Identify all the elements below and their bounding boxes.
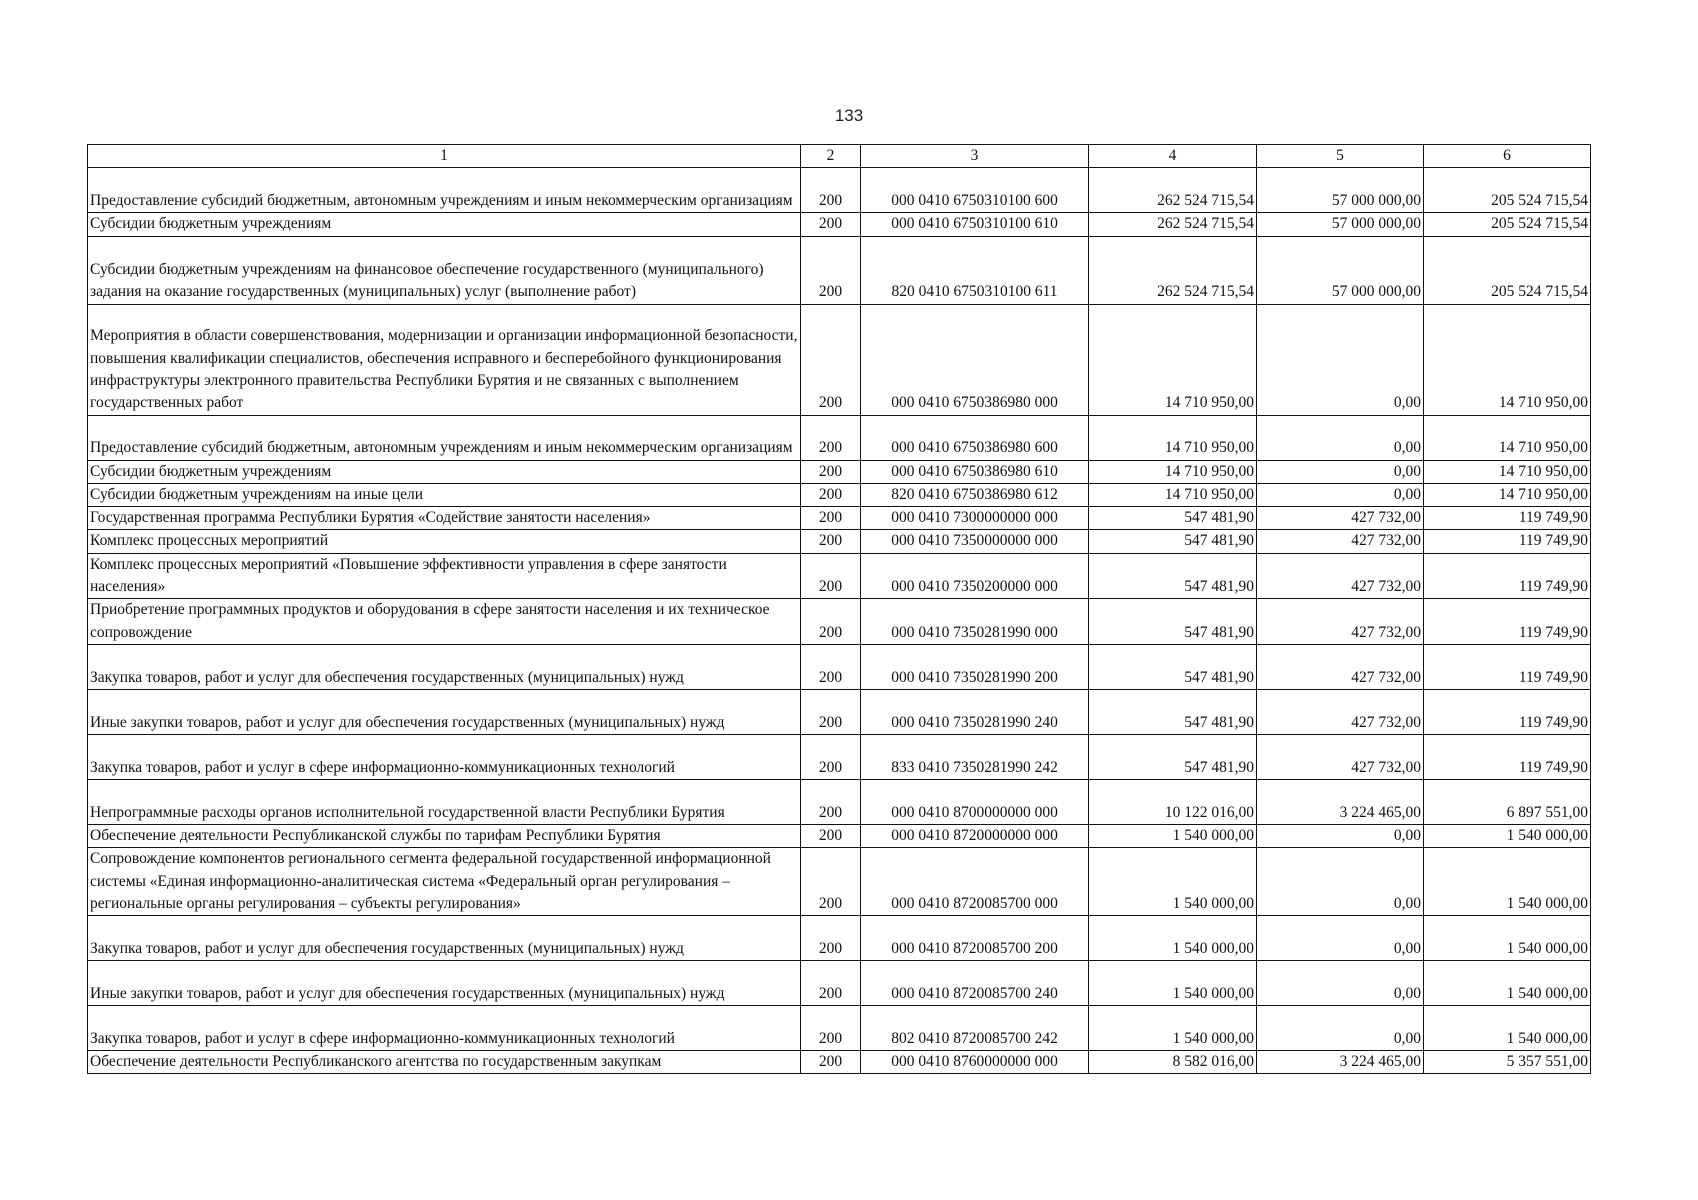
- row-name-cell: Субсидии бюджетным учреждениям: [88, 213, 801, 236]
- row-name-cell: Комплекс процессных мероприятий: [88, 530, 801, 553]
- row-amount-col4-cell: 1 540 000,00: [1089, 961, 1257, 1006]
- row-name-cell: Закупка товаров, работ и услуг для обеспечения государственных (муниципальных) нужд: [88, 644, 801, 689]
- row-admin-code-cell: 200: [801, 824, 861, 847]
- row-classification-code-cell: 000 0410 7350000000 000: [861, 530, 1089, 553]
- table-row: [88, 415, 1591, 460]
- row-amount-col5-cell: 427 732,00: [1257, 644, 1424, 689]
- row-admin-code-cell: 200: [801, 599, 861, 645]
- row-amount-col5-cell: 0,00: [1257, 460, 1424, 483]
- row-classification-code-cell: 000 0410 6750310100 610: [861, 213, 1089, 236]
- row-name-cell: Сопровождение компонентов регионального сегмента федеральной государственной информационной системы «Единая информационно-аналитическая система «Федеральный орган регулирования – региональные органы регулирования – субъекты регулирования»: [88, 848, 801, 916]
- row-amount-col4-cell: 8 582 016,00: [1089, 1051, 1257, 1074]
- table-row: [88, 213, 1591, 236]
- row-admin-code-cell: 200: [801, 168, 861, 213]
- row-admin-code-cell: 200: [801, 689, 861, 734]
- row-amount-col5-cell: 427 732,00: [1257, 599, 1424, 645]
- table-body: [88, 168, 1591, 1074]
- row-classification-code-cell: 820 0410 6750310100 611: [861, 236, 1089, 304]
- table-row: [88, 689, 1591, 734]
- row-classification-code-cell: 000 0410 6750310100 600: [861, 168, 1089, 213]
- row-classification-code-cell: 000 0410 7350281990 200: [861, 644, 1089, 689]
- row-amount-col4-cell: 547 481,90: [1089, 530, 1257, 553]
- row-admin-code-cell: 200: [801, 530, 861, 553]
- row-amount-col5-cell: 427 732,00: [1257, 689, 1424, 734]
- table-row: [88, 304, 1591, 415]
- row-amount-col6-cell: 205 524 715,54: [1424, 236, 1591, 304]
- row-classification-code-cell: 000 0410 6750386980 610: [861, 460, 1089, 483]
- row-name-cell: Иные закупки товаров, работ и услуг для обеспечения государственных (муниципальных) нужд: [88, 689, 801, 734]
- row-admin-code-cell: 200: [801, 961, 861, 1006]
- row-amount-col6-cell: 14 710 950,00: [1424, 304, 1591, 415]
- row-amount-col6-cell: 205 524 715,54: [1424, 168, 1591, 213]
- row-amount-col5-cell: 3 224 465,00: [1257, 779, 1424, 824]
- row-amount-col4-cell: 1 540 000,00: [1089, 824, 1257, 847]
- row-amount-col4-cell: 547 481,90: [1089, 689, 1257, 734]
- row-classification-code-cell: 000 0410 7350281990 000: [861, 599, 1089, 645]
- row-classification-code-cell: 802 0410 8720085700 242: [861, 1006, 1089, 1051]
- row-amount-col6-cell: 14 710 950,00: [1424, 415, 1591, 460]
- row-amount-col6-cell: 6 897 551,00: [1424, 779, 1591, 824]
- table-row: [88, 507, 1591, 530]
- table-row: [88, 168, 1591, 213]
- row-amount-col5-cell: 427 732,00: [1257, 530, 1424, 553]
- row-amount-col5-cell: 0,00: [1257, 415, 1424, 460]
- row-amount-col5-cell: 57 000 000,00: [1257, 236, 1424, 304]
- row-name-cell: Закупка товаров, работ и услуг в сфере информационно-коммуникационных технологий: [88, 734, 801, 779]
- row-amount-col5-cell: 0,00: [1257, 848, 1424, 916]
- row-name-cell: Субсидии бюджетным учреждениям на финансовое обеспечение государственного (муниципального) задания на оказание государственных (муниципальных) услуг (выполнение работ): [88, 236, 801, 304]
- table-row: [88, 916, 1591, 961]
- row-amount-col6-cell: 1 540 000,00: [1424, 848, 1591, 916]
- row-classification-code-cell: 000 0410 6750386980 600: [861, 415, 1089, 460]
- row-amount-col6-cell: 14 710 950,00: [1424, 460, 1591, 483]
- row-amount-col4-cell: 547 481,90: [1089, 553, 1257, 599]
- row-classification-code-cell: 000 0410 8700000000 000: [861, 779, 1089, 824]
- row-admin-code-cell: 200: [801, 415, 861, 460]
- row-classification-code-cell: 000 0410 8720085700 000: [861, 848, 1089, 916]
- row-classification-code-cell: 820 0410 6750386980 612: [861, 483, 1089, 506]
- table-row: [88, 236, 1591, 304]
- row-amount-col5-cell: 0,00: [1257, 1006, 1424, 1051]
- row-name-cell: Обеспечение деятельности Республиканского агентства по государственным закупкам: [88, 1051, 801, 1074]
- row-classification-code-cell: 000 0410 8720085700 240: [861, 961, 1089, 1006]
- row-amount-col6-cell: 1 540 000,00: [1424, 961, 1591, 1006]
- row-amount-col6-cell: 205 524 715,54: [1424, 213, 1591, 236]
- row-amount-col6-cell: 119 749,90: [1424, 734, 1591, 779]
- row-admin-code-cell: 200: [801, 734, 861, 779]
- row-amount-col5-cell: 427 732,00: [1257, 553, 1424, 599]
- table-row: [88, 644, 1591, 689]
- row-amount-col4-cell: 1 540 000,00: [1089, 848, 1257, 916]
- row-admin-code-cell: 200: [801, 916, 861, 961]
- row-amount-col6-cell: 119 749,90: [1424, 689, 1591, 734]
- row-amount-col4-cell: 547 481,90: [1089, 599, 1257, 645]
- row-amount-col6-cell: 119 749,90: [1424, 530, 1591, 553]
- row-amount-col4-cell: 262 524 715,54: [1089, 168, 1257, 213]
- row-amount-col6-cell: 14 710 950,00: [1424, 483, 1591, 506]
- table-row: [88, 1006, 1591, 1051]
- row-name-cell: Государственная программа Республики Бурятия «Содействие занятости населения»: [88, 507, 801, 530]
- row-classification-code-cell: 000 0410 7300000000 000: [861, 507, 1089, 530]
- row-classification-code-cell: 000 0410 8760000000 000: [861, 1051, 1089, 1074]
- column-header: 5: [1257, 145, 1424, 168]
- table-header-row: [88, 145, 1591, 168]
- row-admin-code-cell: 200: [801, 460, 861, 483]
- row-admin-code-cell: 200: [801, 779, 861, 824]
- row-amount-col6-cell: 1 540 000,00: [1424, 916, 1591, 961]
- row-amount-col6-cell: 119 749,90: [1424, 644, 1591, 689]
- row-classification-code-cell: 000 0410 7350281990 240: [861, 689, 1089, 734]
- budget-table: [87, 144, 1591, 1074]
- row-amount-col4-cell: 10 122 016,00: [1089, 779, 1257, 824]
- row-name-cell: Предоставление субсидий бюджетным, автономным учреждениям и иным некоммерческим организациям: [88, 415, 801, 460]
- row-amount-col4-cell: 14 710 950,00: [1089, 460, 1257, 483]
- row-admin-code-cell: 200: [801, 1006, 861, 1051]
- row-name-cell: Мероприятия в области совершенствования, модернизации и организации информационной безопасности, повышения квалификации специалистов, обеспечения исправного и бесперебойного функционирования инфраструктуры электронного правительства Республики Бурятия и не связанных с выполнением государственных работ: [88, 304, 801, 415]
- row-admin-code-cell: 200: [801, 213, 861, 236]
- table-row: [88, 734, 1591, 779]
- table-row: [88, 1051, 1591, 1074]
- table-row: [88, 530, 1591, 553]
- table-row: [88, 824, 1591, 847]
- row-amount-col4-cell: 1 540 000,00: [1089, 1006, 1257, 1051]
- row-amount-col6-cell: 1 540 000,00: [1424, 824, 1591, 847]
- row-classification-code-cell: 833 0410 7350281990 242: [861, 734, 1089, 779]
- row-amount-col6-cell: 1 540 000,00: [1424, 1006, 1591, 1051]
- table-row: [88, 483, 1591, 506]
- row-amount-col4-cell: 14 710 950,00: [1089, 415, 1257, 460]
- column-header: 2: [801, 145, 861, 168]
- table-row: [88, 848, 1591, 916]
- column-header: 3: [861, 145, 1089, 168]
- row-amount-col5-cell: 3 224 465,00: [1257, 1051, 1424, 1074]
- row-amount-col6-cell: 119 749,90: [1424, 507, 1591, 530]
- row-admin-code-cell: 200: [801, 1051, 861, 1074]
- row-amount-col5-cell: 427 732,00: [1257, 734, 1424, 779]
- row-admin-code-cell: 200: [801, 644, 861, 689]
- row-name-cell: Закупка товаров, работ и услуг для обеспечения государственных (муниципальных) нужд: [88, 916, 801, 961]
- row-admin-code-cell: 200: [801, 553, 861, 599]
- row-name-cell: Приобретение программных продуктов и оборудования в сфере занятости населения и их техническое сопровождение: [88, 599, 801, 645]
- table-row: [88, 779, 1591, 824]
- row-amount-col4-cell: 547 481,90: [1089, 644, 1257, 689]
- row-amount-col4-cell: 262 524 715,54: [1089, 236, 1257, 304]
- row-classification-code-cell: 000 0410 6750386980 000: [861, 304, 1089, 415]
- row-name-cell: Закупка товаров, работ и услуг в сфере информационно-коммуникационных технологий: [88, 1006, 801, 1051]
- table-row: [88, 460, 1591, 483]
- row-admin-code-cell: 200: [801, 848, 861, 916]
- row-admin-code-cell: 200: [801, 507, 861, 530]
- column-header: 6: [1424, 145, 1591, 168]
- row-name-cell: Субсидии бюджетным учреждениям на иные цели: [88, 483, 801, 506]
- row-name-cell: Иные закупки товаров, работ и услуг для обеспечения государственных (муниципальных) нужд: [88, 961, 801, 1006]
- row-amount-col5-cell: 0,00: [1257, 916, 1424, 961]
- table-row: [88, 599, 1591, 645]
- row-amount-col5-cell: 0,00: [1257, 483, 1424, 506]
- row-amount-col4-cell: 1 540 000,00: [1089, 916, 1257, 961]
- row-amount-col4-cell: 14 710 950,00: [1089, 304, 1257, 415]
- row-amount-col5-cell: 57 000 000,00: [1257, 213, 1424, 236]
- row-amount-col4-cell: 547 481,90: [1089, 734, 1257, 779]
- row-amount-col4-cell: 14 710 950,00: [1089, 483, 1257, 506]
- row-name-cell: Предоставление субсидий бюджетным, автономным учреждениям и иным некоммерческим организациям: [88, 168, 801, 213]
- row-amount-col5-cell: 0,00: [1257, 824, 1424, 847]
- table-row: [88, 961, 1591, 1006]
- row-amount-col5-cell: 427 732,00: [1257, 507, 1424, 530]
- row-amount-col5-cell: 57 000 000,00: [1257, 168, 1424, 213]
- row-name-cell: Обеспечение деятельности Республиканской службы по тарифам Республики Бурятия: [88, 824, 801, 847]
- row-classification-code-cell: 000 0410 8720000000 000: [861, 824, 1089, 847]
- row-classification-code-cell: 000 0410 7350200000 000: [861, 553, 1089, 599]
- row-admin-code-cell: 200: [801, 483, 861, 506]
- column-header: 1: [88, 145, 801, 168]
- row-amount-col5-cell: 0,00: [1257, 304, 1424, 415]
- row-amount-col4-cell: 262 524 715,54: [1089, 213, 1257, 236]
- row-amount-col6-cell: 5 357 551,00: [1424, 1051, 1591, 1074]
- column-header: 4: [1089, 145, 1257, 168]
- table-row: [88, 553, 1591, 599]
- row-admin-code-cell: 200: [801, 236, 861, 304]
- row-name-cell: Субсидии бюджетным учреждениям: [88, 460, 801, 483]
- row-amount-col6-cell: 119 749,90: [1424, 553, 1591, 599]
- row-name-cell: Комплекс процессных мероприятий «Повышение эффективности управления в сфере занятости населения»: [88, 553, 801, 599]
- row-name-cell: Непрограммные расходы органов исполнительной государственной власти Республики Бурятия: [88, 779, 801, 824]
- row-classification-code-cell: 000 0410 8720085700 200: [861, 916, 1089, 961]
- row-amount-col6-cell: 119 749,90: [1424, 599, 1591, 645]
- row-amount-col5-cell: 0,00: [1257, 961, 1424, 1006]
- row-amount-col4-cell: 547 481,90: [1089, 507, 1257, 530]
- row-admin-code-cell: 200: [801, 304, 861, 415]
- page-number: 133: [834, 106, 864, 125]
